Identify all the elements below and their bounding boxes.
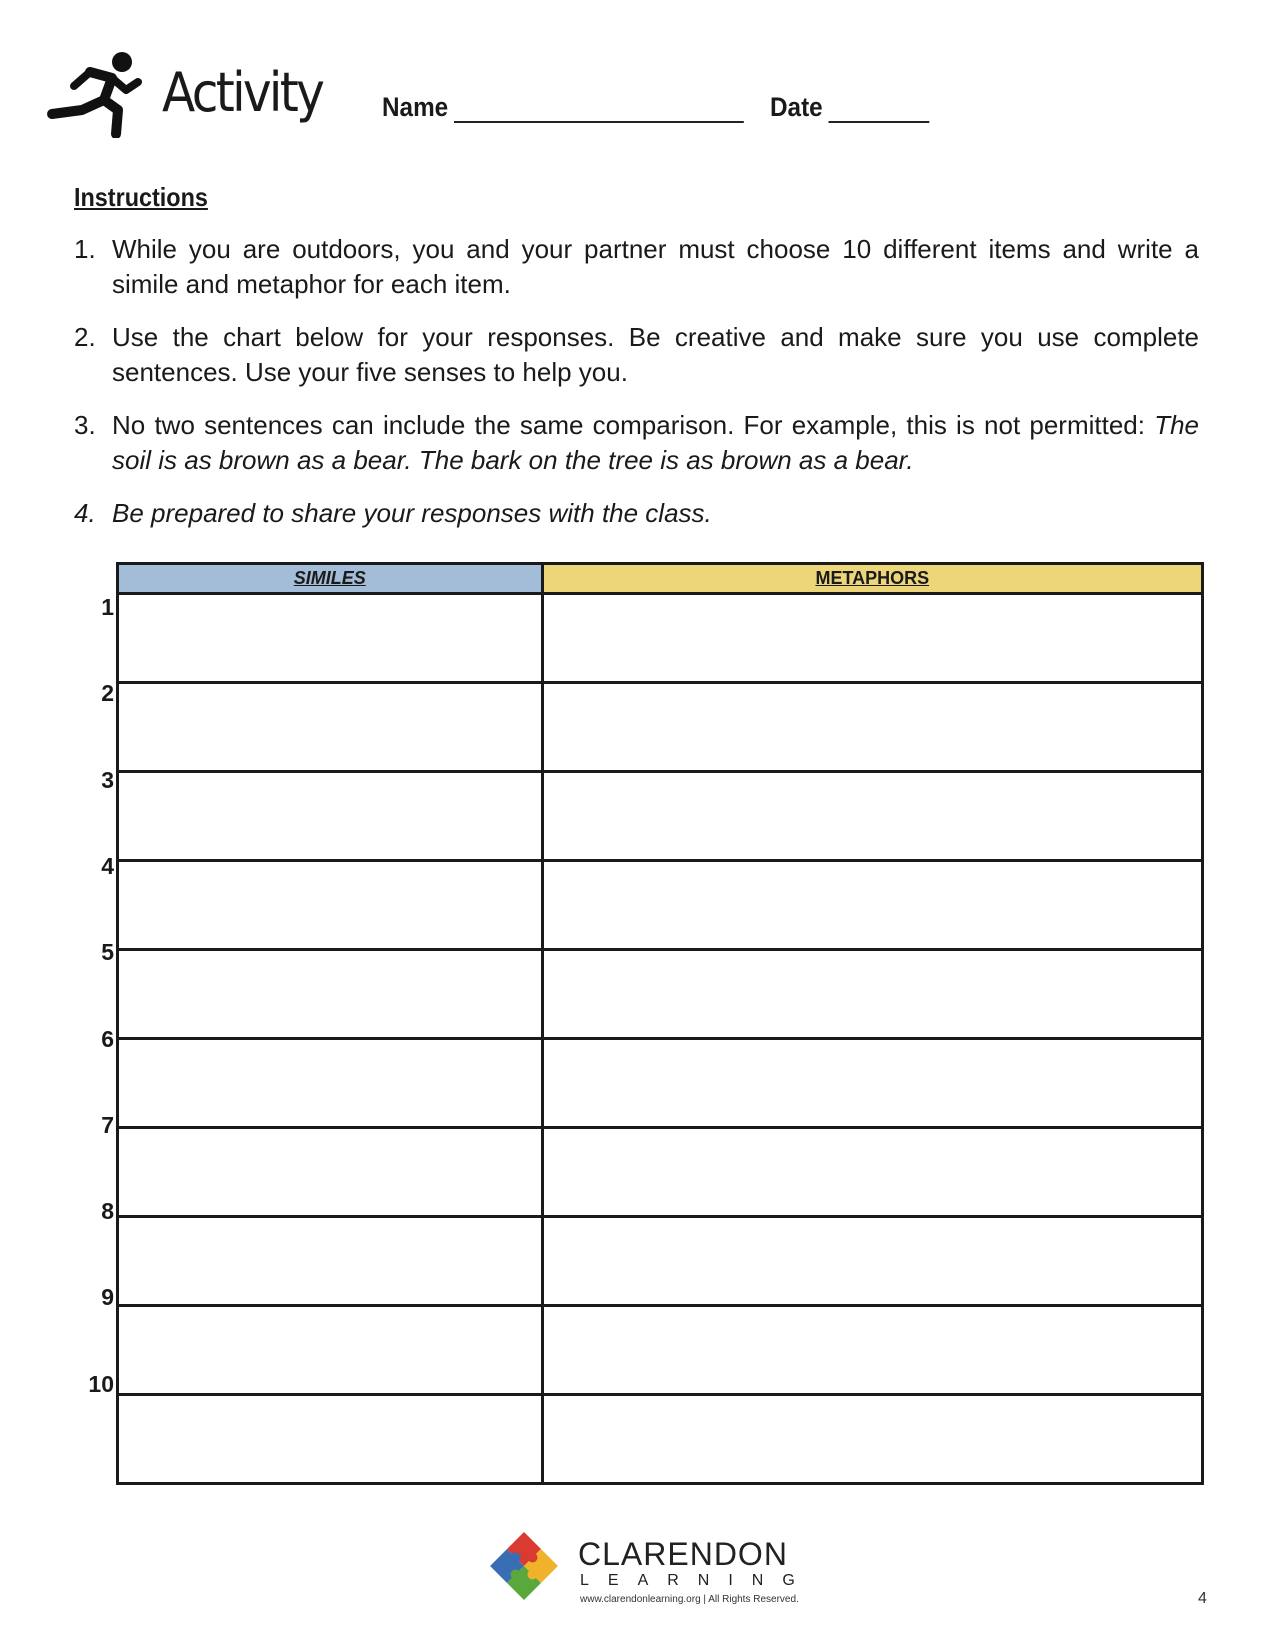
metaphor-cell[interactable] <box>542 594 1202 683</box>
row-number: 7 <box>101 1111 114 1138</box>
simile-cell[interactable] <box>118 772 543 861</box>
table-row <box>118 683 1203 772</box>
simile-cell[interactable] <box>118 683 543 772</box>
brand-url: www.clarendonlearning.org | All Rights Reserved. <box>580 1594 799 1605</box>
name-line[interactable] <box>454 97 744 123</box>
row-number: 6 <box>101 1025 114 1052</box>
metaphor-cell[interactable] <box>542 950 1202 1039</box>
instruction-item: 2. Use the chart below for your responses. Be creative and make sure you use complete sentences. Use your five senses to help you. <box>74 322 1199 387</box>
row-number: 8 <box>101 1198 114 1225</box>
metaphor-cell[interactable] <box>542 683 1202 772</box>
simile-cell[interactable] <box>118 594 543 683</box>
brand-subtitle: LEARNING <box>580 1572 814 1589</box>
simile-cell[interactable] <box>118 1217 543 1306</box>
instructions-list <box>74 232 1199 549</box>
instruction-item: 3. No two sentences can include the same comparison. For example, this is not permitted: The soil is as brown as a bear. The bark on the tree is as brown as a bear. <box>74 410 1199 475</box>
simile-cell[interactable] <box>118 1128 543 1217</box>
metaphor-cell[interactable] <box>542 1306 1202 1395</box>
row-number: 9 <box>101 1284 114 1311</box>
table-row <box>118 950 1203 1039</box>
table-row <box>118 1039 1203 1128</box>
page-number: 4 <box>1198 1590 1207 1607</box>
similes-header: SIMILES <box>118 564 543 594</box>
simile-cell[interactable] <box>118 1039 543 1128</box>
date-field[interactable] <box>770 92 929 123</box>
row-number: 5 <box>101 939 114 966</box>
instruction-item: 4. Be prepared to share your responses with the class. <box>74 498 712 528</box>
page-title: Activity <box>162 61 323 124</box>
row-number: 4 <box>101 852 114 879</box>
instruction-item: 1. While you are outdoors, you and your partner must choose 10 different items and write a simile and metaphor for each item. <box>74 234 1199 299</box>
puzzle-logo-icon <box>486 1528 562 1604</box>
simile-cell[interactable] <box>118 861 543 950</box>
table-row <box>118 1128 1203 1217</box>
row-number: 3 <box>101 766 114 793</box>
response-chart <box>116 562 1204 1485</box>
table-row <box>118 772 1203 861</box>
table-row <box>118 594 1203 683</box>
table-row <box>118 861 1203 950</box>
metaphor-cell[interactable] <box>542 1039 1202 1128</box>
date-line[interactable] <box>828 97 929 123</box>
row-number: 2 <box>101 680 114 707</box>
simile-cell[interactable] <box>118 1395 543 1484</box>
row-number: 1 <box>101 594 114 620</box>
running-person-icon <box>46 48 142 138</box>
metaphor-cell[interactable] <box>542 1217 1202 1306</box>
metaphors-header: METAPHORS <box>542 564 1202 594</box>
simile-cell[interactable] <box>118 950 543 1039</box>
name-label: Name <box>382 92 449 122</box>
metaphor-cell[interactable] <box>542 1128 1202 1217</box>
table-row <box>118 1395 1203 1484</box>
table-row <box>118 1306 1203 1395</box>
row-number: 10 <box>88 1370 114 1397</box>
metaphor-cell[interactable] <box>542 861 1202 950</box>
page-header <box>0 0 1275 160</box>
name-field[interactable] <box>382 92 743 123</box>
date-label: Date <box>770 92 823 122</box>
instruction-example: The soil is as brown as a bear. The bark on the tree is as brown as a bear. <box>112 410 1199 475</box>
metaphor-cell[interactable] <box>542 772 1202 861</box>
instructions-heading: Instructions <box>74 182 208 212</box>
brand-name: CLARENDON <box>578 1536 788 1572</box>
metaphor-cell[interactable] <box>542 1395 1202 1484</box>
table-row <box>118 1217 1203 1306</box>
simile-cell[interactable] <box>118 1306 543 1395</box>
